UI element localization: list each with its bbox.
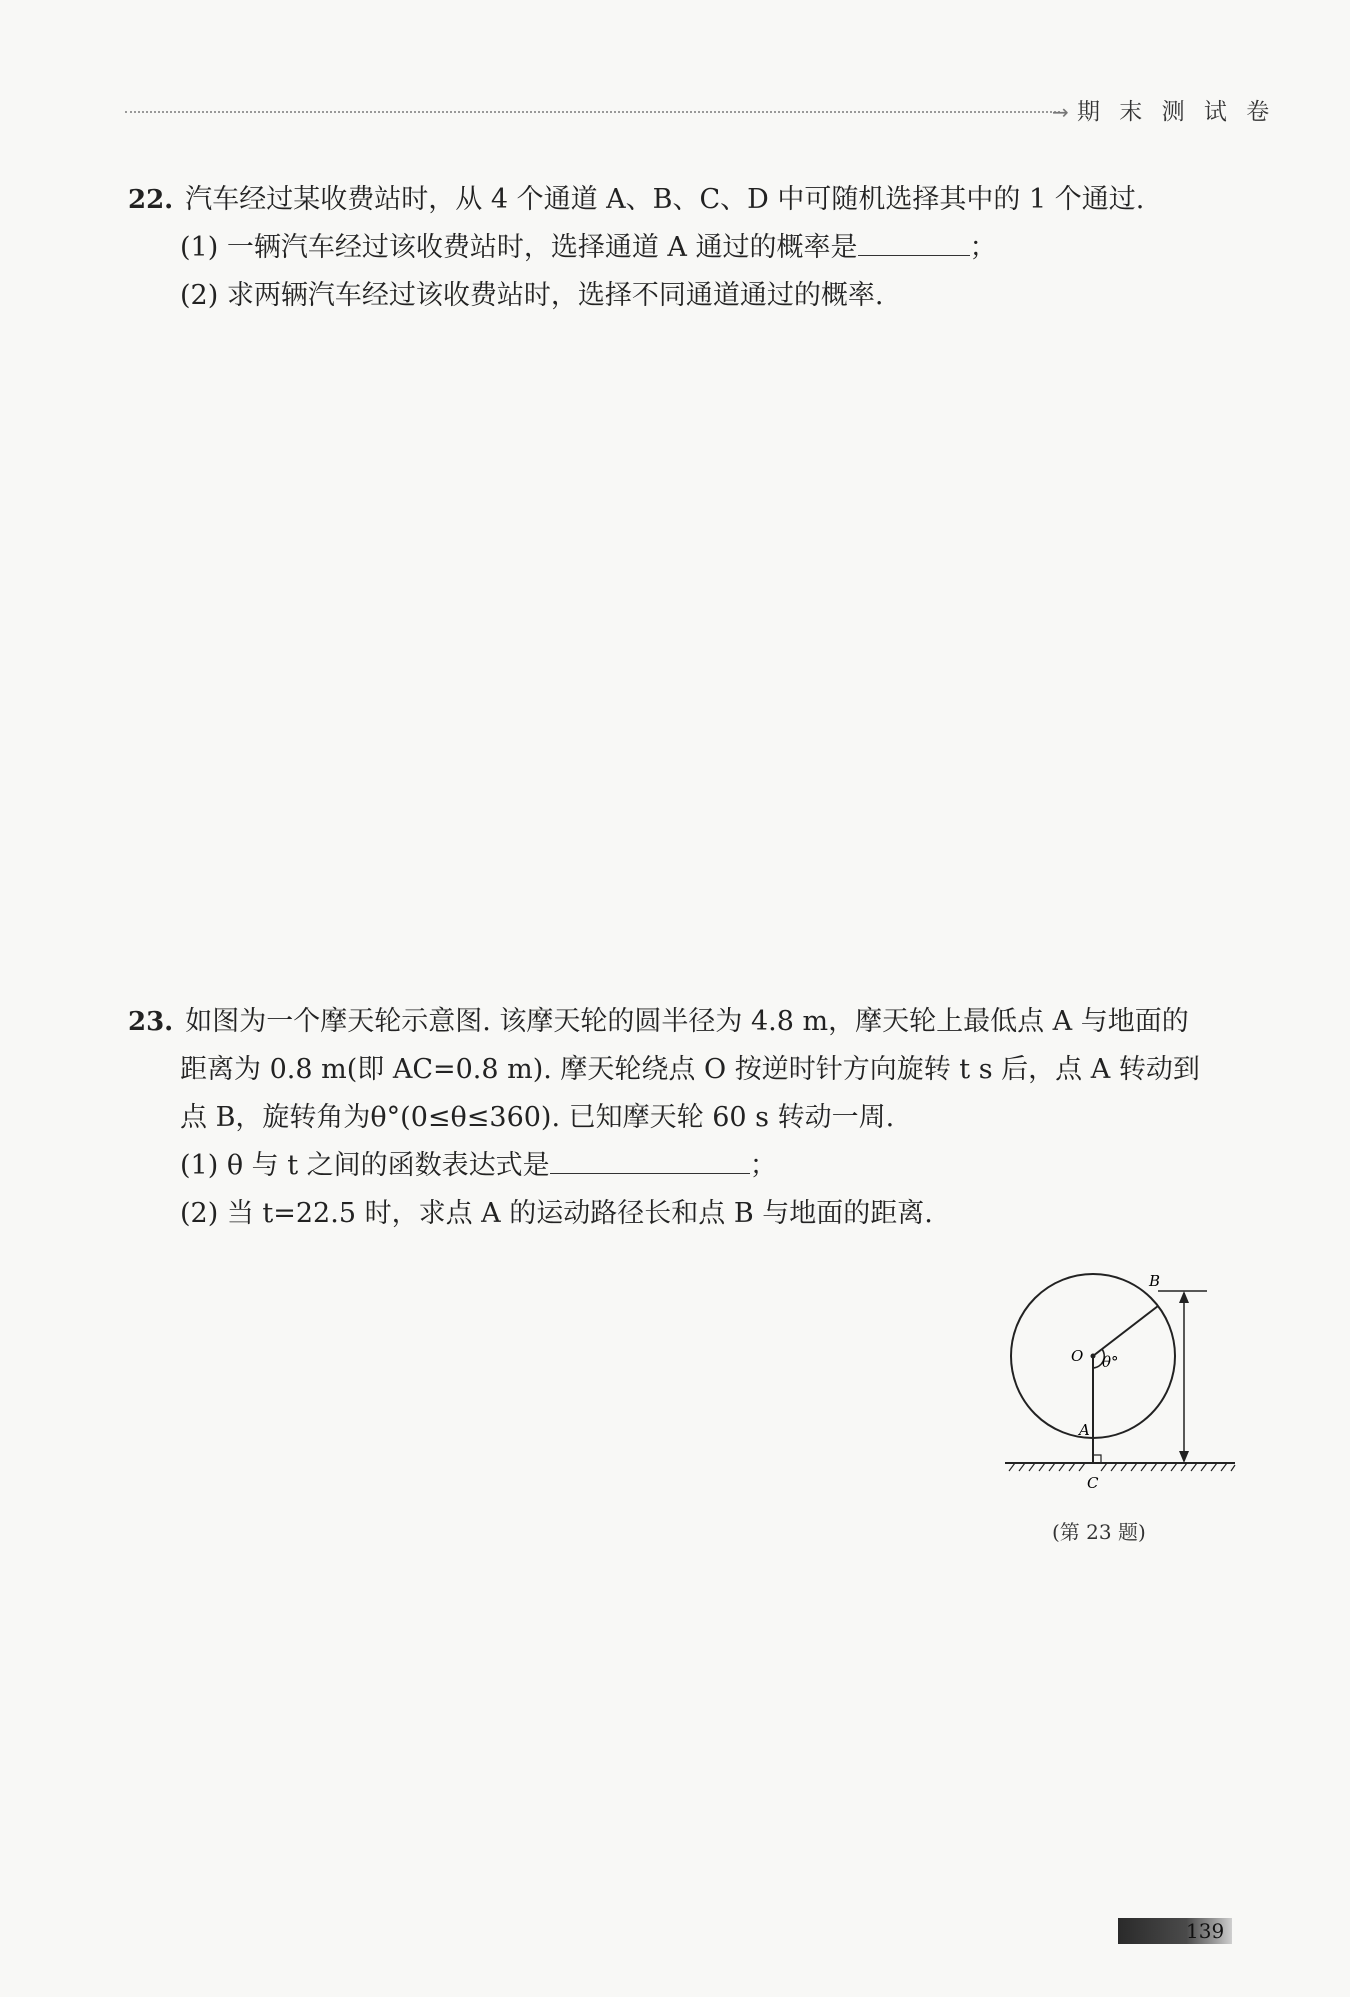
header-title: 期 末 测 试 卷 xyxy=(1077,99,1276,125)
question-23-line-3: 点 B，旋转角为θ°(0≤θ≤360). 已知摩天轮 60 s 转动一周. xyxy=(180,1102,895,1133)
height-arrow-down xyxy=(1179,1451,1189,1463)
question-22-stem-line xyxy=(128,176,1238,224)
question-22-part-1 xyxy=(128,224,1238,272)
header-rule xyxy=(125,111,1060,113)
question-23-part-1 xyxy=(128,1142,1238,1190)
ground-hatching xyxy=(1009,1463,1235,1471)
label-C: C xyxy=(1087,1474,1099,1492)
question-stem: 汽车经过某收费站时，从 4 个通道 A、B、C、D 中可随机选择其中的 1 个通过. xyxy=(185,184,1145,215)
question-23 xyxy=(128,998,1238,1238)
ferris-wheel-figure xyxy=(975,1260,1245,1520)
question-23-line-1 xyxy=(128,998,1238,1046)
question-text: 如图为一个摩天轮示意图. 该摩天轮的圆半径为 4.8 m，摩天轮上最低点 A 与地面的 xyxy=(185,1006,1189,1037)
radius-OB xyxy=(1093,1306,1158,1356)
question-22-part-2 xyxy=(128,272,1238,320)
question-number: 22. xyxy=(128,185,174,215)
label-O: O xyxy=(1071,1347,1084,1365)
part-end: ； xyxy=(749,1150,777,1181)
part-text: (2) 求两辆汽车经过该收费站时，选择不同通道通过的概率. xyxy=(180,280,884,311)
figure-caption: (第 23 题) xyxy=(1052,1520,1146,1544)
label-A: A xyxy=(1079,1421,1090,1439)
label-theta: θ° xyxy=(1102,1353,1119,1371)
question-22 xyxy=(128,176,1238,320)
part-text: (1) θ 与 t 之间的函数表达式是 xyxy=(180,1150,550,1181)
center-point xyxy=(1091,1354,1096,1359)
part-text: (2) 当 t=22.5 时，求点 A 的运动路径长和点 B 与地面的距离. xyxy=(180,1198,933,1229)
page-number: 139 xyxy=(1186,1919,1225,1943)
question-number: 23. xyxy=(128,1007,174,1037)
answer-blank[interactable] xyxy=(858,229,970,256)
question-23-part-2 xyxy=(128,1190,1238,1238)
part-end: ； xyxy=(969,232,997,263)
label-B: B xyxy=(1149,1272,1161,1290)
right-angle-mark xyxy=(1093,1455,1101,1463)
answer-blank[interactable] xyxy=(550,1147,750,1174)
part-text: (1) 一辆汽车经过该收费站时，选择通道 A 通过的概率是 xyxy=(180,232,858,263)
height-arrow-up xyxy=(1179,1291,1189,1303)
ferris-wheel-diagram xyxy=(975,1260,1245,1520)
header-arrow-icon: → xyxy=(1052,100,1069,124)
question-23-line-2: 距离为 0.8 m(即 AC=0.8 m). 摩天轮绕点 O 按逆时针方向旋转 t s 后，点 A 转动到 xyxy=(180,1054,1200,1085)
